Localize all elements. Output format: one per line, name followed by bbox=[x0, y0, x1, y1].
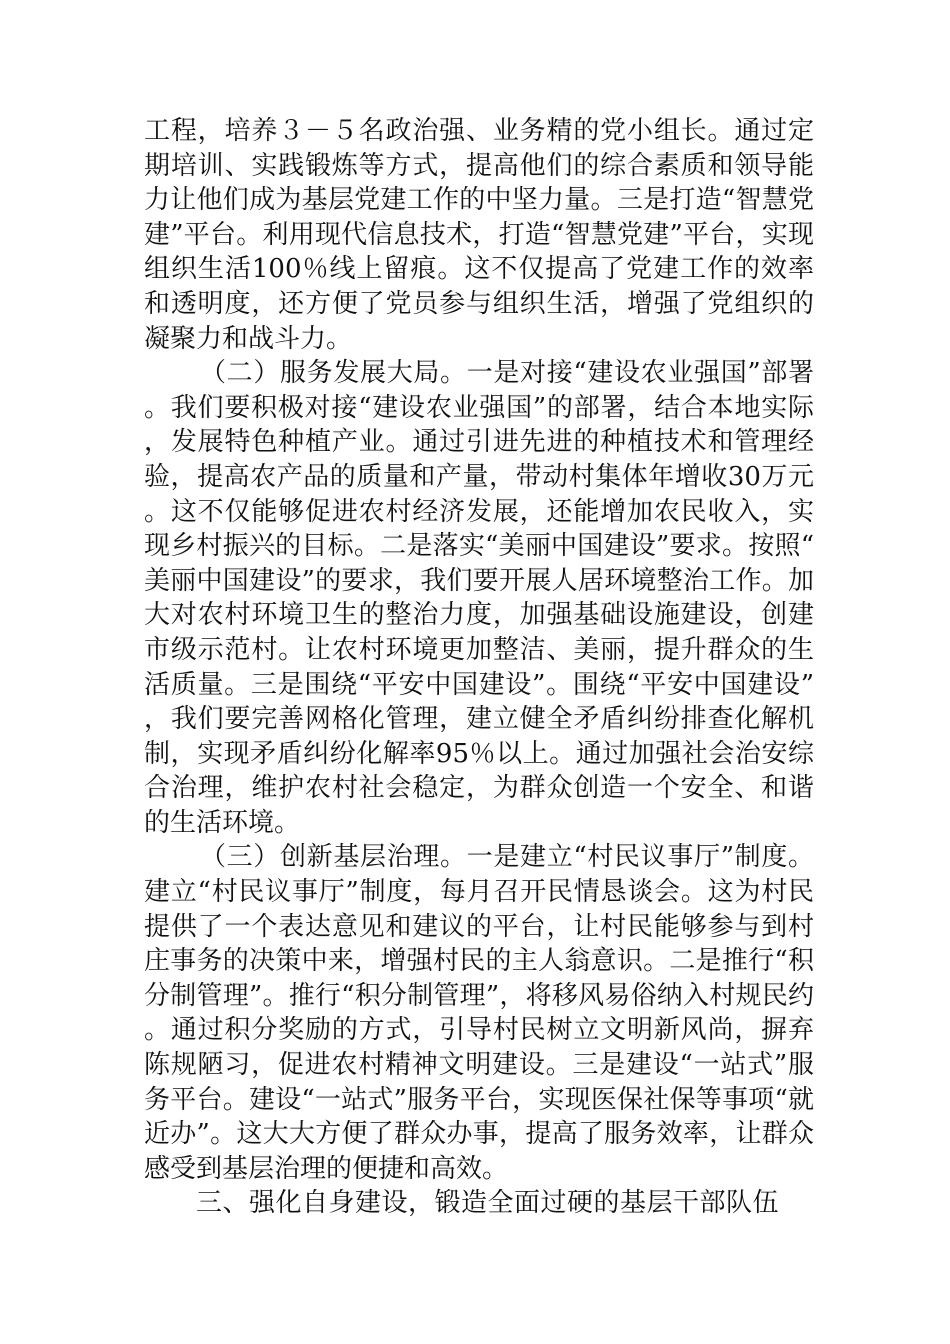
section-heading: 三、强化自身建设，锻造全面过硬的基层干部队伍 bbox=[196, 1188, 780, 1219]
paragraph-continuation: 工程，培养３－５名政治强、业务精的党小组长。通过定期培训、实践锻炼等方式，提高他们的综合素质和领导能力让他们成为基层党建工作的中坚力量。三是打造“智慧党建”平台。利用现代信息技术，打造“智慧党建”平台，实现组织生活100％线上留痕。这不仅提高了党建工作的效率和透明度，还方便了党员参与组织生活，增强了党组织的凝聚力和战斗力。 bbox=[144, 116, 814, 354]
paragraph-service-development: （二）服务发展大局。一是对接“建设农业强国”部署。我们要积极对接“建设农业强国”的部署，结合本地实际，发展特色种植产业。通过引进先进的种植技术和管理经验，提高农产品的质量和产量，带动村集体年增收30万元。这不仅能够促进农村经济发展，还能增加农民收入，实现乡村振兴的目标。二是落实“美丽中国建设”要求。按照“美丽中国建设”的要求，我们要开展人居环境整治工作。加大对农村环境卫生的整治力度，加强基础设施建设，创建市级示范村。让农村环境更加整洁、美丽，提升群众的生活质量。三是围绕“平安中国建设”。围绕“平安中国建设”，我们要完善网格化管理，建立健全矛盾纠纷排查化解机制，实现矛盾纠纷化解率95％以上。通过加强社会治安综合治理，维护农村社会稳定，为群众创造一个安全、和谐的生活环境。 bbox=[144, 358, 814, 838]
paragraph-grassroots-governance: （三）创新基层治理。一是建立“村民议事厅”制度。建立“村民议事厅”制度，每月召开民情恳谈会。这为村民提供了一个表达意见和建议的平台，让村民能够参与到村庄事务的决策中来，增强村民的主人翁意识。二是推行“积分制管理”。推行“积分制管理”，将移风易俗纳入村规民约。通过积分奖励的方式，引导村民树立文明新风尚，摒弃陈规陋习，促进农村精神文明建设。三是建设“一站式”服务平台。建设“一站式”服务平台，实现医保社保等事项“就近办”。这大大方便了群众办事，提高了服务效率，让群众感受到基层治理的便捷和高效。 bbox=[144, 842, 814, 1184]
document-body bbox=[144, 114, 814, 1221]
